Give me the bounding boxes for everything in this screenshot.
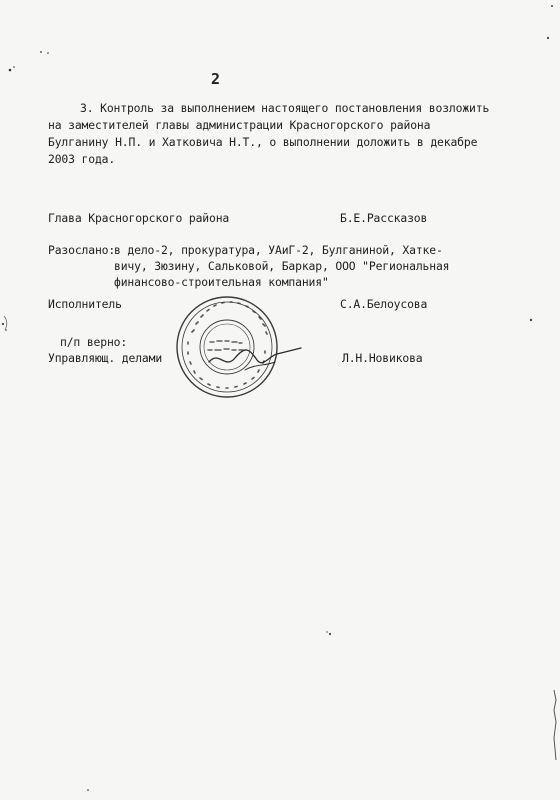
page-number: 2 [211, 70, 221, 88]
paragraph-line-2: на заместителей главы администрации Красногорского района [48, 118, 431, 132]
paragraph-line-1: 3. Контроль за выполнением настоящего постановления возложить [80, 101, 490, 115]
certification-name: Л.Н.Новикова [342, 351, 423, 365]
paragraph-line-3: Булганину Н.П. и Хатковича Н.Т., о выполнении доложить в декабре [48, 135, 478, 149]
executor-label: Исполнитель [48, 297, 122, 311]
signatory-title: Глава Красногорского района [48, 211, 230, 225]
distribution-line-2: вичу, Зюзину, Сальковой, Баркар, ООО "Региональная [114, 259, 450, 273]
handwritten-signature [205, 340, 305, 380]
certification-position: Управляющ. делами [48, 351, 163, 365]
executor-name: С.А.Белоусова [340, 297, 428, 311]
signatory-name: Б.Е.Рассказов [340, 211, 428, 225]
paragraph-line-4: 2003 года. [48, 152, 116, 166]
distribution-line-3: финансово-строительная компания" [114, 275, 329, 289]
distribution-line-1: в дело-2, прокуратура, УАиГ-2, Булганиной, Хатке- [114, 243, 443, 257]
distribution-label: Разослано: [48, 243, 116, 257]
certification-label: п/п верно: [60, 335, 128, 349]
